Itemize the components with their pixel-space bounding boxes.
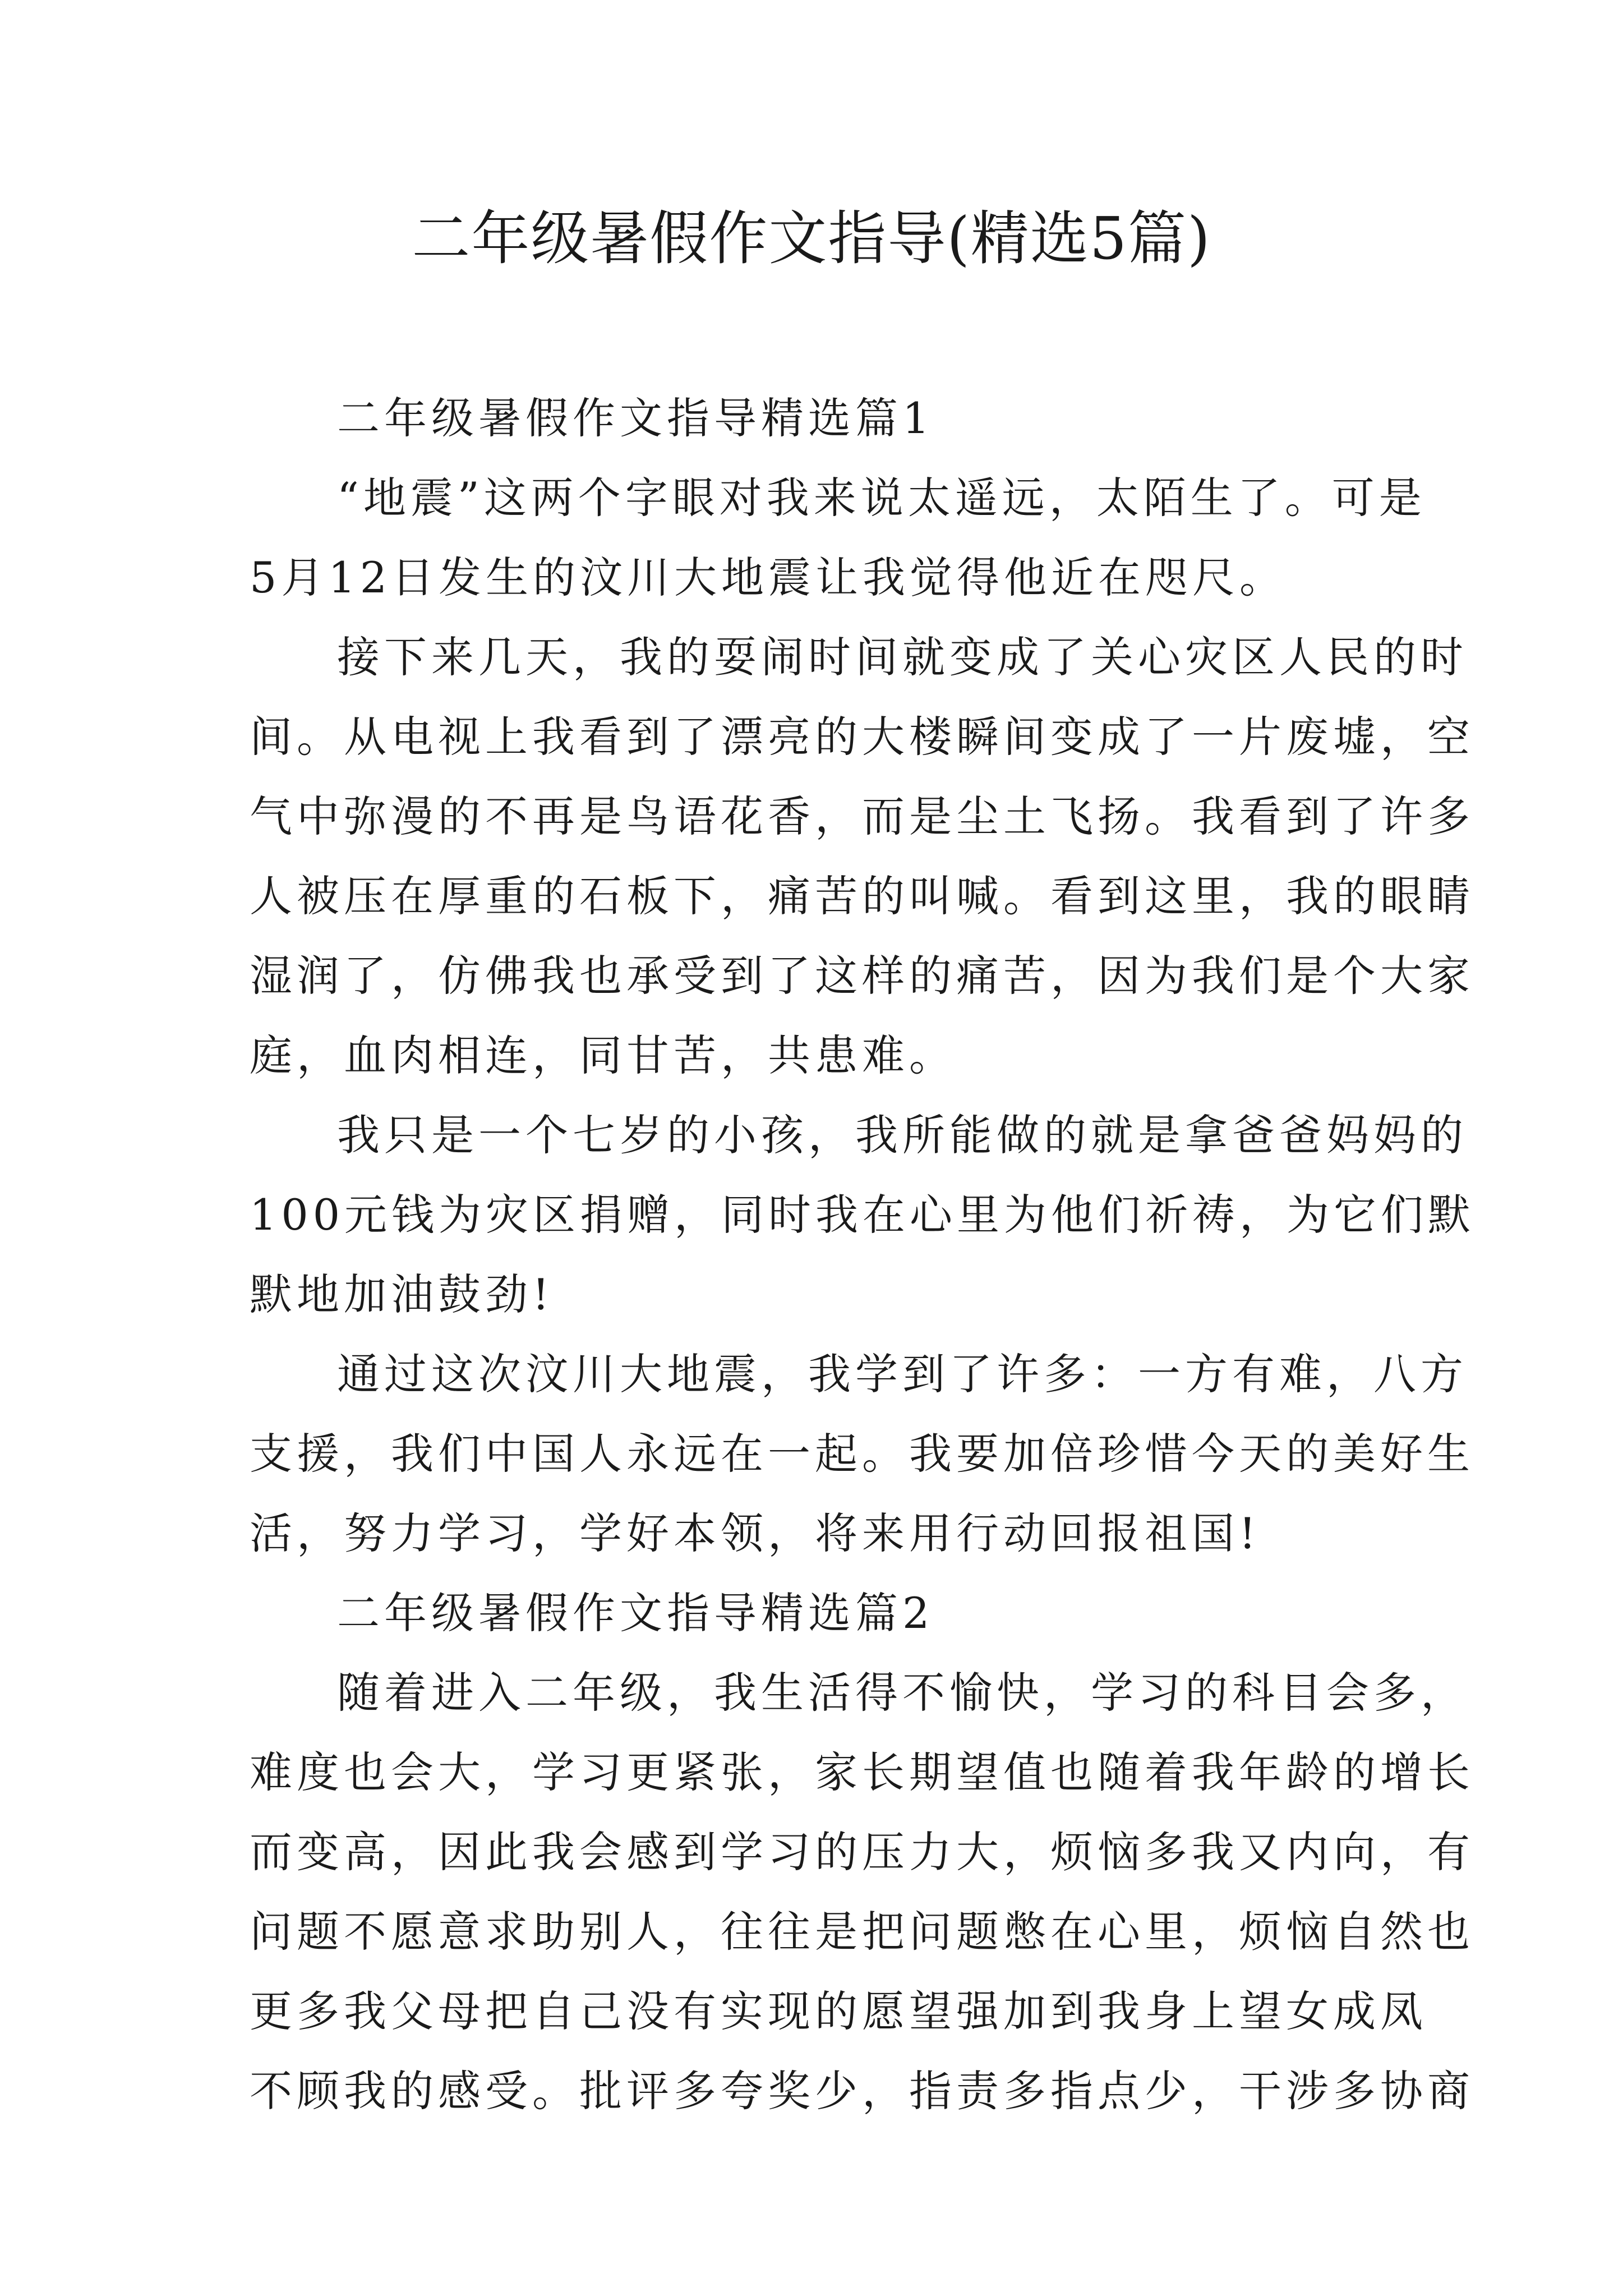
text-line: “地震”这两个字眼对我来说太遥远，太陌生了。可是 xyxy=(337,473,1426,523)
text-line: 支援，我们中国人永远在一起。我要加倍珍惜今天的美好生 xyxy=(250,1429,1474,1479)
text-line: 难度也会大，学习更紧张，家长期望值也随着我年龄的增长 xyxy=(250,1747,1474,1797)
text-line: 湿润了，仿佛我也承受到了这样的痛苦，因为我们是个大家 xyxy=(250,951,1474,1001)
text-line: 问题不愿意求助别人，往往是把问题憋在心里，烦恼自然也 xyxy=(250,1907,1474,1957)
text-line: 二年级暑假作文指导精选篇2 xyxy=(337,1588,934,1638)
text-line: 庭，血肉相连，同甘苦，共患难。 xyxy=(250,1030,956,1080)
text-line: 气中弥漫的不再是鸟语花香，而是尘土飞扬。我看到了许多 xyxy=(250,792,1474,841)
text-line: 间。从电视上我看到了漂亮的大楼瞬间变成了一片废墟，空 xyxy=(250,712,1474,762)
text-line: 人被压在厚重的石板下，痛苦的叫喊。看到这里，我的眼睛 xyxy=(250,871,1474,921)
text-line: 更多我父母把自己没有实现的愿望强加到我身上望女成凤 xyxy=(250,1986,1427,2036)
text-line: 活，努力学习，学好本领，将来用行动回报祖国! xyxy=(250,1508,1261,1558)
text-line: 我只是一个七岁的小孩，我所能做的就是拿爸爸妈妈的 xyxy=(337,1110,1468,1160)
text-line: 随着进入二年级，我生活得不愉快，学习的科目会多， xyxy=(337,1668,1468,1718)
text-line: 默地加油鼓劲! xyxy=(250,1269,554,1319)
text-line: 二年级暑假作文指导精选篇1 xyxy=(337,393,934,443)
text-line: 5月12日发生的汶川大地震让我觉得他近在咫尺。 xyxy=(250,553,1287,602)
document-title: 二年级暑假作文指导(精选5篇) xyxy=(412,204,1211,273)
text-line: 100元钱为灾区捐赠，同时我在心里为他们祈祷，为它们默 xyxy=(250,1190,1476,1240)
text-line: 接下来几天，我的耍闹时间就变成了关心灾区人民的时 xyxy=(337,632,1468,682)
document-body xyxy=(250,379,1476,2131)
text-line: 不顾我的感受。批评多夸奖少，指责多指点少，干涉多协商 xyxy=(250,2066,1474,2116)
text-line: 通过这次汶川大地震，我学到了许多：一方有难，八方 xyxy=(337,1349,1468,1399)
text-line: 而变高，因此我会感到学习的压力大，烦恼多我又内向，有 xyxy=(250,1827,1474,1877)
